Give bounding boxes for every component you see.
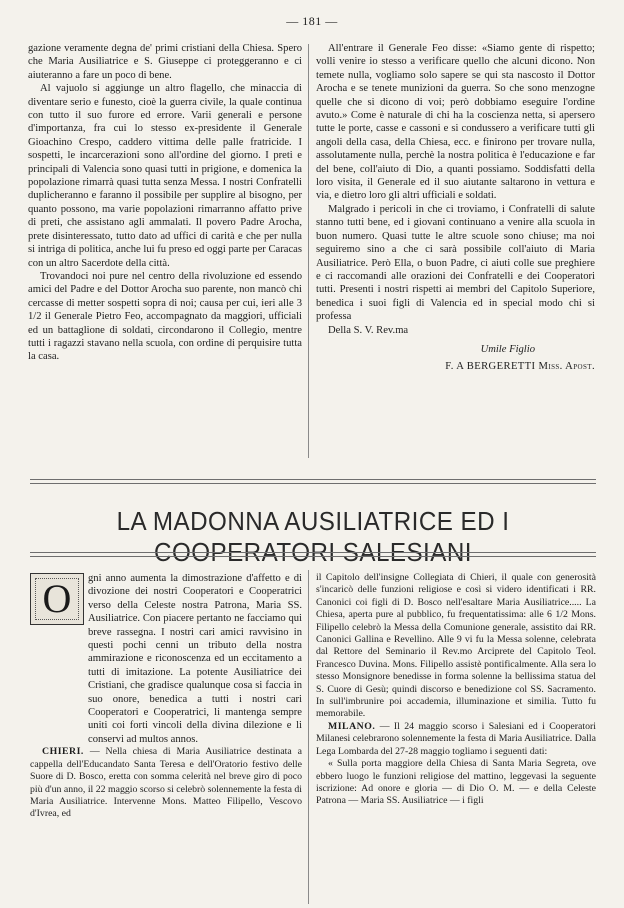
dropcap-letter: O — [42, 576, 72, 621]
letter-closing: Della S. V. Rev.ma — [328, 324, 409, 336]
left-paragraph-3: Trovandoci noi pure nel centro della rivoluzione ed essendo amici del Padre e del Dottor Arocha suo parente, non mancò chi cercasse di metter sospetti sopra di noi; causa per cui, ieri alle 3 1/2 il Generale Pietro Feo, accompagnato da maggiori, ufficiali ed un battaglione di soldati, circondarono il Collegio, mentre tutti i ragazzi stavano nella scuola, con ordine di perquisire tutta la casa. — [28, 270, 302, 363]
right-paragraph-1: All'entrare il Generale Feo disse: «Siamo gente di rispetto; volli venire io stesso a verificare quello che alcuni dicono. Non temete nulla, vogliamo solo sapere se qui sta nascosto il Dottor Arocha e se tenete munizioni da guerra. So che sono menzogne quelle che si dicono di voi; però dobbiamo eseguire l'ordine avuto.» Come è naturale di chi ha la coscienza netta, si apersero tutte le porte, casse e cassoni e si condussero a verificare tutti gli angoli della casa, della Chiesa, ecc. e finirono per trovare nulla, assolutamente nulla, perchè la nostra politica è l'educazione e far del bene, coll'aiuto di Dio, a quanti possiamo. Soddisfatti della loro visita, il Generale ed il suo aiutante saltarono in vettura e via, e dietro loro gli altri ufficiali e soldati. — [316, 43, 595, 202]
intro-paragraph: gni anno aumenta la dimostrazione d'affetto e di divozione dei nostri Cooperatori e Cooperatrici verso della Celeste nostra Patrona, Maria SS. Ausiliatrice. Con piacere pertanto ne facciamo qui breve rassegna. I nostri cari amici ravvisino in questi pochi cenni un tributo della nostra ammirazione e riconoscenza ed un eccitamento a tutti di imitazione. La potente Ausiliatrice dei Cristiani, che gradisce qualunque cosa si faccia in suo onore, benedica a tutti i nostri cari Cooperatori e Cooperatrici, li mantenga sempre uniti coi forti vincoli della divina dilezione e li conservi ad multos annos. — [88, 573, 302, 745]
section-divider-bottom — [30, 552, 596, 557]
signature-humble: Umile Figlio — [480, 343, 535, 355]
left-column — [28, 42, 302, 472]
lower-left-column — [30, 572, 302, 906]
section-divider-top — [30, 479, 596, 484]
right-paragraph-2: Malgrado i pericoli in che ci troviamo, i Confratelli di salute stanno tutti bene, ed i giovani continuano a venire alla scuola in buon numero. Quasi tutte le altre scuole sono chiuse; ma noi seguiremo sino a che ci sarà possibile coll'aiuto di Maria Ausiliatrice. Però Ella, o buon Padre, ci aiuti colle sue preghiere e ci raccomandi alle orazioni dei Confratelli e dei Cooperatori tutti. Presenti i nostri rispetti ai membri del Capitolo Superiore, benedica i suoi figli di Valencia ed in special modo chi si professa — [316, 203, 595, 323]
signature-name: F. A BERGERETTI Miss. Apost. — [445, 361, 595, 373]
chieri-continued: il Capitolo dell'insigne Collegiata di Chieri, il quale con generosità s'incaricò delle funzioni religiose e così si videro identificati i RR. Canonici coi figli di D. Bosco nell'esaltare Maria Ausiliatrice..... La Chiesa, aperta pure al pubblico, fu frequentatissima: alle 6 1/2 Mons. Filipello celebrò la Messa della Comunione generale, assistito dai RR. Canonici Gallina e Revellino. Alle 9 vi fu la Messa solenne, celebrata dal Rettore del Seminario il Rev.mo Arciprete del Capitolo Teol. Francesco Duvina. Mons. Filipello assistè pontificalmente. Alla sera lo stesso Monsignore benedisse in forma solenne la bellissima statua del S. Cuore di Gesù; quindi discorso e benedizione col SS. Sacramento. In sull'imbrunire poi accademia, illuminazione et similia. Tutto fu memorabile. — [316, 572, 596, 720]
right-column — [316, 42, 595, 470]
place-chieri: CHIERI. — [42, 746, 84, 758]
left-paragraph-1: gazione veramente degna de' primi cristiani della Chiesa. Spero che Maria Ausiliatrice e S. Giuseppe ci proteggeranno e ci aiuteranno a fare un poco di bene. — [28, 43, 302, 81]
page-number: — 181 — — [286, 14, 338, 28]
column-divider-top — [308, 44, 309, 458]
chieri-text: — Nella chiesa di Maria Ausiliatrice destinata a cappella dell'Educandato Santa Teresa e dell'Oratorio festivo delle Suore di D. Bosco, eretta con somma celerità nel breve giro di poco più d'un anno, il 22 maggio scorso si celebrò solennemente la festa di Maria Ausiliatrice. Intervenne Mons. Matteo Filipello, Vescovo d'Ivrea, ed — [30, 746, 302, 820]
milano-paragraph — [316, 721, 596, 758]
milano-text: — Il 24 maggio scorso i Salesiani ed i Cooperatori Milanesi celebrarono solennemente la festa di Maria Ausiliatrice. Dalla Lega Lombarda del 27-28 maggio togliamo i seguenti dati: — [316, 720, 596, 757]
inscription-paragraph: « Sulla porta maggiore della Chiesa di Santa Maria Segreta, ove ebbero luogo le funzioni religiose del mattino, leggevasi la seguente iscrizione: Ad onore e gloria — di Dio O. M. — e della Celeste Patrona — Maria SS. Ausiliatrice — i figli — [316, 758, 596, 807]
section-headline: LA MADONNA AUSILIATRICE ED I COOPERATORI SALESIANI — [116, 506, 510, 567]
place-milano: MILANO. — [328, 720, 376, 732]
column-divider-bottom — [308, 570, 309, 904]
chieri-paragraph — [30, 746, 302, 820]
left-paragraph-2: Al vajuolo si aggiunge un altro flagello, che minaccia di diventare serio e funesto, cioè la guerra civile, la quale continua con tutto il suo furore ed errore. Varii generali e persone d'importanza, fra cui lo stesso ex-presidente il Generale Gioachino Crespo, caddero vittima delle palle fratricide. I sospetti, le incarcerazioni sono all'ordine del giorno. I preti e principali di Valencia sono quasi tutti in prigione, e domenica la popolazione rimarrà quasi tutta senza Messa. I nostri Confratelli duplicheranno e faranno il possibile per supplire al bisogno, per quanto possono, ma varie popolazioni rimarranno affatto prive di preti, che assistano agli ammalati. Il povero Padre Arocha, prete disinteressato, tutto dato ad uffici di carità e che per nulla si intriga di politica, anche lui fu preso ed oggi parte per Caracas con un altro Sacerdote della città. — [28, 83, 302, 269]
lower-right-column — [316, 572, 596, 906]
